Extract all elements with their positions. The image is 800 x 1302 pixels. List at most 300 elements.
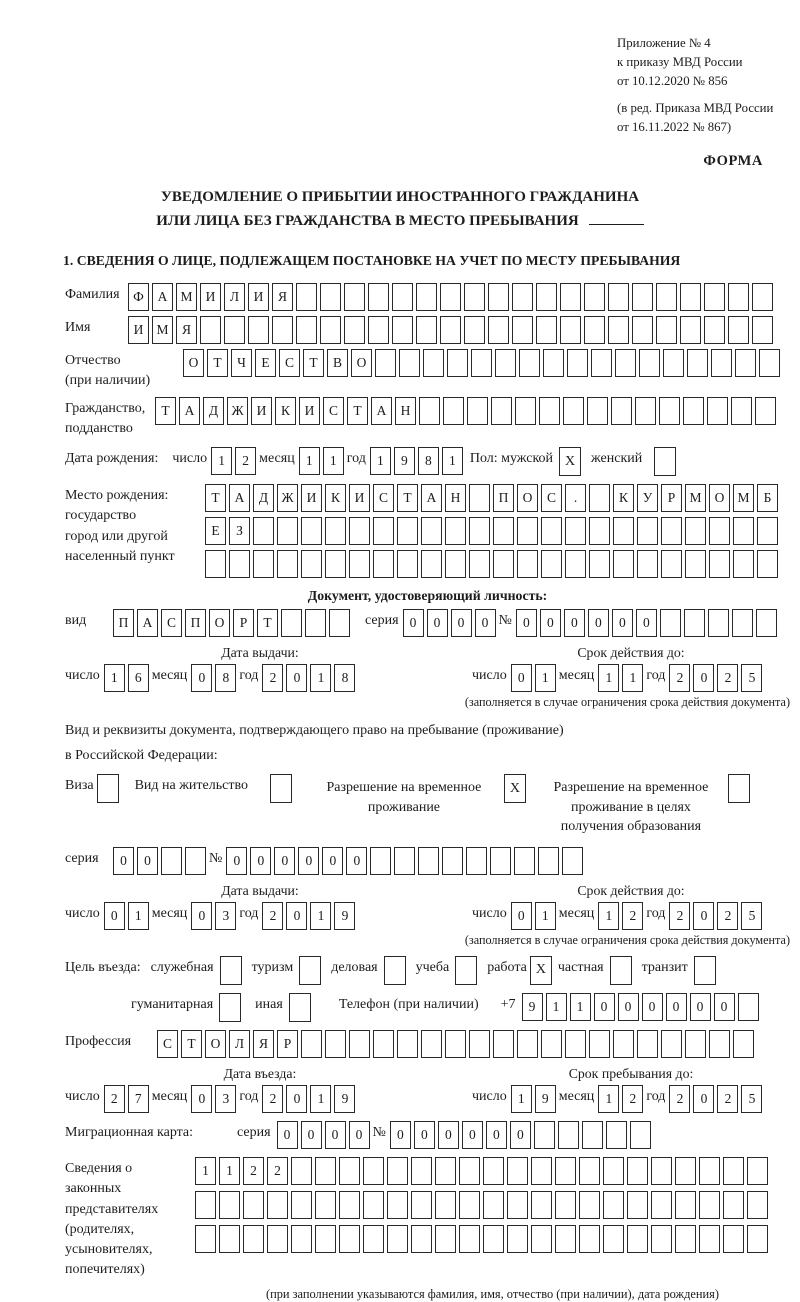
char-cell[interactable] [587, 397, 608, 425]
char-cell[interactable]: К [275, 397, 296, 425]
char-cell[interactable] [733, 1030, 754, 1058]
char-cell[interactable] [315, 1225, 336, 1253]
char-cell[interactable]: 0 [462, 1121, 483, 1149]
char-cell[interactable] [531, 1157, 552, 1185]
char-cell[interactable]: И [349, 484, 370, 512]
char-cell[interactable] [728, 283, 749, 311]
char-cell[interactable] [699, 1225, 720, 1253]
char-cell[interactable] [493, 550, 514, 578]
char-cell[interactable] [373, 517, 394, 545]
char-cell[interactable]: 0 [274, 847, 295, 875]
char-cell[interactable]: 8 [215, 664, 236, 692]
char-cell[interactable]: 2 [622, 902, 643, 930]
char-cell[interactable] [447, 349, 468, 377]
char-cell[interactable]: 1 [535, 664, 556, 692]
char-cell[interactable] [534, 1121, 555, 1149]
temp-permit-checkbox[interactable]: X [504, 774, 526, 803]
char-cell[interactable]: М [685, 484, 706, 512]
char-cell[interactable] [443, 397, 464, 425]
char-cell[interactable] [589, 1030, 610, 1058]
char-cell[interactable]: О [709, 484, 730, 512]
char-cell[interactable] [747, 1157, 768, 1185]
char-cell[interactable] [684, 609, 705, 637]
char-cell[interactable]: 1 [310, 902, 331, 930]
char-cell[interactable]: 0 [612, 609, 633, 637]
char-cell[interactable]: В [327, 349, 348, 377]
char-cell[interactable] [488, 316, 509, 344]
char-cell[interactable]: 0 [390, 1121, 411, 1149]
sex-male-checkbox[interactable]: X [559, 447, 581, 476]
char-cell[interactable] [442, 847, 463, 875]
char-cell[interactable] [685, 550, 706, 578]
char-cell[interactable] [536, 316, 557, 344]
char-cell[interactable] [219, 1225, 240, 1253]
char-cell[interactable]: А [229, 484, 250, 512]
visa-checkbox[interactable] [97, 774, 119, 803]
purpose-other-checkbox[interactable] [289, 993, 311, 1022]
char-cell[interactable] [708, 609, 729, 637]
char-cell[interactable]: Ж [227, 397, 248, 425]
char-cell[interactable] [615, 349, 636, 377]
purpose-business-checkbox[interactable] [384, 956, 406, 985]
char-cell[interactable]: Я [253, 1030, 274, 1058]
char-cell[interactable] [325, 550, 346, 578]
char-cell[interactable]: . [565, 484, 586, 512]
char-cell[interactable]: А [152, 283, 173, 311]
char-cell[interactable]: Т [155, 397, 176, 425]
char-cell[interactable]: Б [757, 484, 778, 512]
char-cell[interactable]: А [421, 484, 442, 512]
char-cell[interactable] [757, 550, 778, 578]
char-cell[interactable] [543, 349, 564, 377]
char-cell[interactable] [627, 1225, 648, 1253]
char-cell[interactable]: 0 [564, 609, 585, 637]
char-cell[interactable] [349, 517, 370, 545]
char-cell[interactable] [243, 1191, 264, 1219]
char-cell[interactable] [339, 1191, 360, 1219]
char-cell[interactable]: Н [445, 484, 466, 512]
char-cell[interactable] [539, 397, 560, 425]
char-cell[interactable] [387, 1191, 408, 1219]
char-cell[interactable]: 9 [334, 1085, 355, 1113]
char-cell[interactable] [675, 1225, 696, 1253]
char-cell[interactable]: Т [397, 484, 418, 512]
char-cell[interactable] [483, 1157, 504, 1185]
char-cell[interactable] [512, 283, 533, 311]
char-cell[interactable] [733, 550, 754, 578]
char-cell[interactable] [507, 1157, 528, 1185]
char-cell[interactable]: 5 [741, 1085, 762, 1113]
char-cell[interactable]: 0 [642, 993, 663, 1021]
char-cell[interactable] [755, 397, 776, 425]
char-cell[interactable]: 0 [301, 1121, 322, 1149]
char-cell[interactable] [632, 283, 653, 311]
char-cell[interactable] [418, 847, 439, 875]
char-cell[interactable] [630, 1121, 651, 1149]
char-cell[interactable] [467, 397, 488, 425]
char-cell[interactable] [584, 316, 605, 344]
char-cell[interactable] [281, 609, 302, 637]
char-cell[interactable]: С [161, 609, 182, 637]
char-cell[interactable] [514, 847, 535, 875]
char-cell[interactable]: 9 [394, 447, 415, 475]
char-cell[interactable] [272, 316, 293, 344]
char-cell[interactable] [195, 1225, 216, 1253]
char-cell[interactable]: 0 [191, 1085, 212, 1113]
char-cell[interactable] [603, 1191, 624, 1219]
char-cell[interactable] [435, 1191, 456, 1219]
char-cell[interactable]: О [209, 609, 230, 637]
char-cell[interactable]: И [251, 397, 272, 425]
char-cell[interactable] [536, 283, 557, 311]
char-cell[interactable]: 3 [215, 902, 236, 930]
char-cell[interactable] [709, 550, 730, 578]
char-cell[interactable] [416, 316, 437, 344]
char-cell[interactable] [512, 316, 533, 344]
char-cell[interactable] [603, 1225, 624, 1253]
char-cell[interactable]: С [279, 349, 300, 377]
char-cell[interactable] [531, 1191, 552, 1219]
char-cell[interactable]: 1 [310, 1085, 331, 1113]
char-cell[interactable] [591, 349, 612, 377]
char-cell[interactable] [445, 1030, 466, 1058]
char-cell[interactable]: 0 [540, 609, 561, 637]
char-cell[interactable]: 1 [570, 993, 591, 1021]
char-cell[interactable]: 2 [717, 1085, 738, 1113]
char-cell[interactable]: 1 [323, 447, 344, 475]
char-cell[interactable]: 2 [262, 664, 283, 692]
char-cell[interactable] [301, 1030, 322, 1058]
char-cell[interactable]: 9 [522, 993, 543, 1021]
char-cell[interactable] [440, 283, 461, 311]
char-cell[interactable] [735, 349, 756, 377]
char-cell[interactable] [320, 316, 341, 344]
char-cell[interactable] [661, 550, 682, 578]
char-cell[interactable]: И [128, 316, 149, 344]
char-cell[interactable]: 0 [322, 847, 343, 875]
char-cell[interactable] [200, 316, 221, 344]
char-cell[interactable]: 0 [516, 609, 537, 637]
char-cell[interactable]: Т [347, 397, 368, 425]
char-cell[interactable] [161, 847, 182, 875]
char-cell[interactable]: 0 [511, 664, 532, 692]
char-cell[interactable] [651, 1225, 672, 1253]
char-cell[interactable]: О [205, 1030, 226, 1058]
char-cell[interactable]: 0 [693, 1085, 714, 1113]
char-cell[interactable] [370, 847, 391, 875]
char-cell[interactable]: 0 [113, 847, 134, 875]
char-cell[interactable]: А [137, 609, 158, 637]
char-cell[interactable] [435, 1157, 456, 1185]
char-cell[interactable] [368, 283, 389, 311]
purpose-work-checkbox[interactable]: X [530, 956, 552, 985]
char-cell[interactable]: И [248, 283, 269, 311]
char-cell[interactable]: 2 [669, 1085, 690, 1113]
char-cell[interactable] [397, 1030, 418, 1058]
char-cell[interactable] [680, 316, 701, 344]
char-cell[interactable]: 0 [510, 1121, 531, 1149]
char-cell[interactable]: 0 [618, 993, 639, 1021]
char-cell[interactable] [435, 1225, 456, 1253]
char-cell[interactable] [459, 1157, 480, 1185]
char-cell[interactable]: 0 [427, 609, 448, 637]
char-cell[interactable] [419, 397, 440, 425]
char-cell[interactable] [344, 283, 365, 311]
char-cell[interactable]: 1 [370, 447, 391, 475]
char-cell[interactable] [517, 1030, 538, 1058]
char-cell[interactable] [421, 1030, 442, 1058]
char-cell[interactable] [704, 283, 725, 311]
char-cell[interactable] [387, 1157, 408, 1185]
char-cell[interactable] [325, 517, 346, 545]
char-cell[interactable] [656, 283, 677, 311]
char-cell[interactable] [349, 1030, 370, 1058]
char-cell[interactable]: 0 [277, 1121, 298, 1149]
char-cell[interactable]: Ф [128, 283, 149, 311]
char-cell[interactable]: 5 [741, 902, 762, 930]
purpose-private-checkbox[interactable] [610, 956, 632, 985]
char-cell[interactable] [685, 517, 706, 545]
char-cell[interactable] [709, 517, 730, 545]
char-cell[interactable] [555, 1225, 576, 1253]
char-cell[interactable]: 0 [693, 664, 714, 692]
char-cell[interactable] [558, 1121, 579, 1149]
char-cell[interactable] [613, 1030, 634, 1058]
char-cell[interactable] [411, 1191, 432, 1219]
char-cell[interactable]: П [113, 609, 134, 637]
char-cell[interactable]: 0 [325, 1121, 346, 1149]
char-cell[interactable] [464, 283, 485, 311]
char-cell[interactable] [675, 1157, 696, 1185]
char-cell[interactable]: Т [181, 1030, 202, 1058]
char-cell[interactable] [349, 550, 370, 578]
char-cell[interactable]: 5 [741, 664, 762, 692]
char-cell[interactable]: М [152, 316, 173, 344]
char-cell[interactable]: 9 [535, 1085, 556, 1113]
char-cell[interactable] [675, 1191, 696, 1219]
char-cell[interactable] [752, 283, 773, 311]
char-cell[interactable]: 1 [622, 664, 643, 692]
char-cell[interactable] [732, 609, 753, 637]
char-cell[interactable]: Т [207, 349, 228, 377]
char-cell[interactable]: 0 [511, 902, 532, 930]
char-cell[interactable]: 0 [451, 609, 472, 637]
char-cell[interactable]: И [301, 484, 322, 512]
char-cell[interactable]: Ч [231, 349, 252, 377]
char-cell[interactable]: Я [176, 316, 197, 344]
char-cell[interactable] [315, 1191, 336, 1219]
char-cell[interactable] [490, 847, 511, 875]
char-cell[interactable] [613, 550, 634, 578]
char-cell[interactable] [560, 316, 581, 344]
char-cell[interactable] [469, 1030, 490, 1058]
char-cell[interactable] [421, 550, 442, 578]
char-cell[interactable] [752, 316, 773, 344]
char-cell[interactable]: 1 [211, 447, 232, 475]
char-cell[interactable]: 3 [215, 1085, 236, 1113]
char-cell[interactable] [339, 1157, 360, 1185]
char-cell[interactable] [699, 1157, 720, 1185]
char-cell[interactable] [613, 517, 634, 545]
char-cell[interactable]: 0 [346, 847, 367, 875]
char-cell[interactable] [579, 1191, 600, 1219]
char-cell[interactable]: 0 [349, 1121, 370, 1149]
char-cell[interactable]: 2 [262, 902, 283, 930]
char-cell[interactable] [567, 349, 588, 377]
char-cell[interactable]: 0 [104, 902, 125, 930]
char-cell[interactable] [469, 550, 490, 578]
char-cell[interactable] [651, 1191, 672, 1219]
char-cell[interactable]: 2 [622, 1085, 643, 1113]
char-cell[interactable] [291, 1225, 312, 1253]
char-cell[interactable] [733, 517, 754, 545]
char-cell[interactable]: Д [203, 397, 224, 425]
char-cell[interactable] [565, 1030, 586, 1058]
purpose-official-checkbox[interactable] [220, 956, 242, 985]
char-cell[interactable] [560, 283, 581, 311]
char-cell[interactable] [747, 1225, 768, 1253]
char-cell[interactable]: 0 [690, 993, 711, 1021]
char-cell[interactable] [392, 316, 413, 344]
char-cell[interactable]: 2 [669, 664, 690, 692]
char-cell[interactable] [301, 517, 322, 545]
char-cell[interactable] [627, 1191, 648, 1219]
char-cell[interactable]: 7 [128, 1085, 149, 1113]
char-cell[interactable] [375, 349, 396, 377]
char-cell[interactable] [565, 550, 586, 578]
char-cell[interactable] [411, 1157, 432, 1185]
char-cell[interactable]: О [351, 349, 372, 377]
char-cell[interactable] [397, 517, 418, 545]
char-cell[interactable]: А [179, 397, 200, 425]
char-cell[interactable] [541, 517, 562, 545]
char-cell[interactable] [611, 397, 632, 425]
char-cell[interactable]: Т [303, 349, 324, 377]
char-cell[interactable]: П [493, 484, 514, 512]
char-cell[interactable]: С [541, 484, 562, 512]
char-cell[interactable] [541, 1030, 562, 1058]
char-cell[interactable]: 0 [588, 609, 609, 637]
char-cell[interactable]: 0 [693, 902, 714, 930]
char-cell[interactable]: Т [257, 609, 278, 637]
char-cell[interactable]: Е [205, 517, 226, 545]
char-cell[interactable] [219, 1191, 240, 1219]
char-cell[interactable] [637, 1030, 658, 1058]
char-cell[interactable] [185, 847, 206, 875]
char-cell[interactable] [661, 517, 682, 545]
char-cell[interactable]: 9 [334, 902, 355, 930]
char-cell[interactable]: 2 [717, 902, 738, 930]
char-cell[interactable] [421, 517, 442, 545]
char-cell[interactable]: 0 [594, 993, 615, 1021]
char-cell[interactable]: О [517, 484, 538, 512]
char-cell[interactable] [305, 609, 326, 637]
char-cell[interactable] [469, 484, 490, 512]
char-cell[interactable] [253, 517, 274, 545]
char-cell[interactable]: 0 [438, 1121, 459, 1149]
char-cell[interactable]: Е [255, 349, 276, 377]
char-cell[interactable] [651, 1157, 672, 1185]
char-cell[interactable]: 2 [267, 1157, 288, 1185]
char-cell[interactable]: С [323, 397, 344, 425]
char-cell[interactable] [205, 550, 226, 578]
char-cell[interactable] [387, 1225, 408, 1253]
residence-permit-checkbox[interactable] [270, 774, 292, 803]
char-cell[interactable] [563, 397, 584, 425]
char-cell[interactable]: 8 [334, 664, 355, 692]
char-cell[interactable] [659, 397, 680, 425]
char-cell[interactable]: 0 [298, 847, 319, 875]
char-cell[interactable]: А [371, 397, 392, 425]
char-cell[interactable] [399, 349, 420, 377]
char-cell[interactable] [320, 283, 341, 311]
char-cell[interactable]: 1 [535, 902, 556, 930]
char-cell[interactable] [627, 1157, 648, 1185]
char-cell[interactable] [584, 283, 605, 311]
char-cell[interactable] [373, 1030, 394, 1058]
char-cell[interactable]: О [183, 349, 204, 377]
char-cell[interactable]: 2 [235, 447, 256, 475]
char-cell[interactable] [464, 316, 485, 344]
char-cell[interactable] [723, 1191, 744, 1219]
char-cell[interactable]: 1 [299, 447, 320, 475]
char-cell[interactable] [589, 517, 610, 545]
char-cell[interactable] [466, 847, 487, 875]
char-cell[interactable] [291, 1157, 312, 1185]
char-cell[interactable] [411, 1225, 432, 1253]
char-cell[interactable] [759, 349, 780, 377]
char-cell[interactable] [632, 316, 653, 344]
char-cell[interactable] [579, 1157, 600, 1185]
char-cell[interactable] [495, 349, 516, 377]
char-cell[interactable] [483, 1191, 504, 1219]
char-cell[interactable]: К [325, 484, 346, 512]
char-cell[interactable]: 1 [104, 664, 125, 692]
char-cell[interactable] [562, 847, 583, 875]
char-cell[interactable] [507, 1225, 528, 1253]
char-cell[interactable]: М [176, 283, 197, 311]
char-cell[interactable] [683, 397, 704, 425]
char-cell[interactable]: У [637, 484, 658, 512]
char-cell[interactable] [538, 847, 559, 875]
char-cell[interactable] [661, 1030, 682, 1058]
char-cell[interactable] [243, 1225, 264, 1253]
char-cell[interactable] [267, 1191, 288, 1219]
char-cell[interactable] [363, 1191, 384, 1219]
char-cell[interactable] [488, 283, 509, 311]
char-cell[interactable]: Н [395, 397, 416, 425]
char-cell[interactable] [519, 349, 540, 377]
char-cell[interactable] [397, 550, 418, 578]
char-cell[interactable] [606, 1121, 627, 1149]
char-cell[interactable]: 2 [669, 902, 690, 930]
char-cell[interactable]: 2 [717, 664, 738, 692]
char-cell[interactable] [565, 517, 586, 545]
char-cell[interactable] [507, 1191, 528, 1219]
char-cell[interactable] [392, 283, 413, 311]
char-cell[interactable] [687, 349, 708, 377]
char-cell[interactable] [757, 517, 778, 545]
char-cell[interactable]: 2 [104, 1085, 125, 1113]
char-cell[interactable]: Р [233, 609, 254, 637]
char-cell[interactable] [329, 609, 350, 637]
char-cell[interactable] [315, 1157, 336, 1185]
char-cell[interactable] [582, 1121, 603, 1149]
char-cell[interactable] [656, 316, 677, 344]
char-cell[interactable]: 1 [195, 1157, 216, 1185]
char-cell[interactable] [515, 397, 536, 425]
char-cell[interactable] [416, 283, 437, 311]
